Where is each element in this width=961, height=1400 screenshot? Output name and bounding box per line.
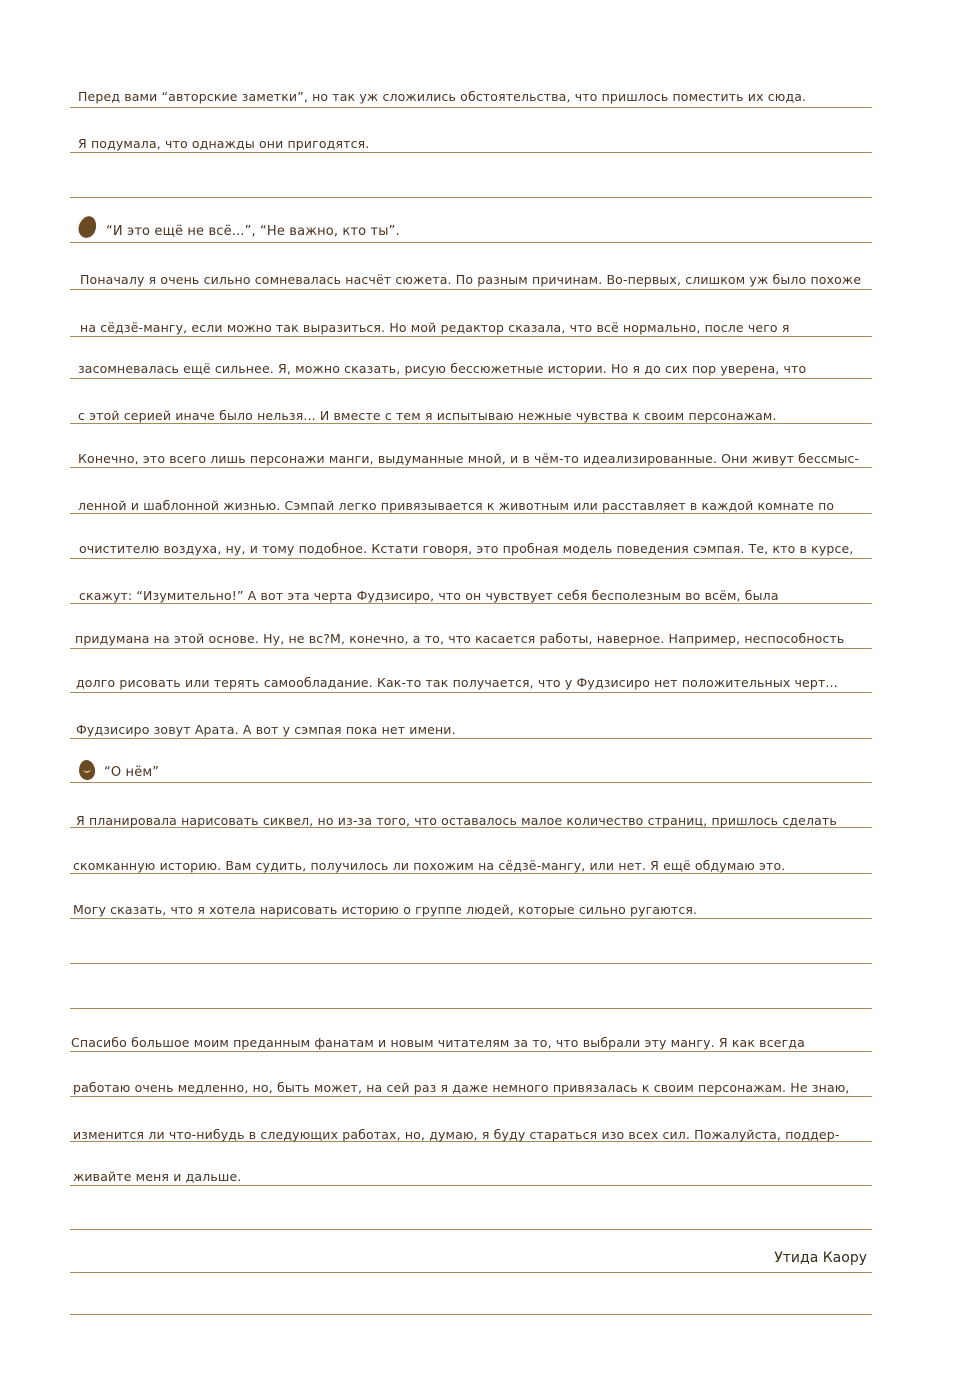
text-line: с этой серией иначе было нельзя... И вместе с тем я испытываю нежные чувства к своим персонажам. [78,408,777,423]
rule-line [70,197,872,198]
text-line: придумана на этой основе. Ну, не вс?М, конечно, а то, что касается работы, наверное. Например, неспособность [75,631,845,646]
rule-line [70,1096,872,1097]
rule-line [70,467,872,468]
text-line: очистителю воздуха, ну, и тому подобное. Кстати говоря, это пробная модель поведения сэмпая. Те, кто в курсе, [79,541,854,556]
rule-line [70,1008,872,1009]
text-line: скомканную историю. Вам судить, получилось ли похожим на сёдзё-мангу, или нет. Я ещё обдумаю это. [73,858,786,873]
rule-line [70,423,872,424]
rule-line [70,558,872,559]
text-line: Спасибо большое моим преданным фанатам и новым читателям за то, что выбрали эту мангу. Я как всегда [71,1035,805,1050]
rule-line [70,1185,872,1186]
rule-line [70,1314,872,1315]
rule-line [70,1051,872,1052]
rule-line [70,918,872,919]
rule-line [70,692,872,693]
text-line: Могу сказать, что я хотела нарисовать историю о группе людей, которые сильно ругаются. [73,902,698,917]
rule-line [70,107,872,108]
text-line: Поначалу я очень сильно сомневалась насчёт сюжета. По разным причинам. Во-первых, слишком уж было похоже [80,272,862,287]
rule-line [70,289,872,290]
text-line: Фудзисиро зовут Арата. А вот у сэмпая пока нет имени. [76,722,456,737]
blob-marker-icon [76,214,99,240]
text-line: Я планировала нарисовать сиквел, но из-за того, что оставалось малое количество страниц, пришлось сделать [76,813,837,828]
intro-line: Перед вами “авторские заметки”, но так уж сложились обстоятельства, что пришлось поместить их сюда. [78,89,807,104]
text-line: Конечно, это всего лишь персонажи манги, выдуманные мной, и в чём-то идеализированные. Они живут бессмыс- [78,451,860,466]
text-line: скажут: “Изумительно!” А вот эта черта Фудзисиро, что он чувствует себя бесполезным во всём, была [79,588,779,603]
text-line: ленной и шаблонной жизнью. Сэмпай легко привязывается к животным или расставляет в каждой комнате по [78,498,835,513]
rule-line [70,378,872,379]
rule-line [70,738,872,739]
text-line: долго рисовать или терять самообладание. Как-то так получается, что у Фудзисиро нет положительных черт... [76,675,838,690]
rule-line [70,963,872,964]
intro-line: Я подумала, что однажды они пригодятся. [78,136,370,151]
section-heading: “И это ещё не всё...”, “Не важно, кто ты”. [106,224,400,239]
rule-line [70,513,872,514]
rule-line [70,1229,872,1230]
rule-line [70,1272,872,1273]
rule-line [70,336,872,337]
author-signature: Утида Каору [774,1250,867,1266]
rule-line [70,782,872,783]
rule-line [70,152,872,153]
section-heading: “О нём” [104,765,160,780]
smiling-blob-marker-icon [78,759,96,781]
text-line: засомневалась ещё сильнее. Я, можно сказать, рисую бессюжетные истории. Но я до сих пор уверена, что [78,361,807,376]
rule-line [70,648,872,649]
rule-line [70,242,872,243]
rule-line [70,603,872,604]
text-line: работаю очень медленно, но, быть может, на сей раз я даже немного привязалась к своим персонажам. Не знаю, [73,1080,850,1095]
text-line: живайте меня и дальше. [73,1169,242,1184]
text-line: на сёдзё-мангу, если можно так выразиться. Но мой редактор сказала, что всё нормально, после чего я [80,320,790,335]
text-line: изменится ли что-нибудь в следующих работах, но, думаю, я буду стараться изо всех сил. Пожалуйста, поддер- [73,1127,840,1142]
rule-line [70,873,872,874]
